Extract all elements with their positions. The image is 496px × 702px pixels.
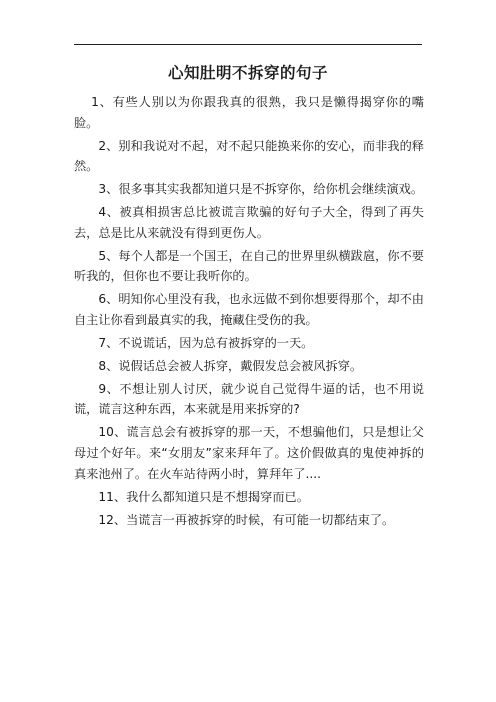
header-rule xyxy=(74,44,422,45)
paragraph-4: 4、被真相损害总比被谎言欺骗的好句子大全，得到了再失去，总是比从来就没有得到更伤人。 xyxy=(74,205,424,240)
paragraph-10: 10、谎言总会有被拆穿的那一天，不想骗他们，只是想让父母过个好年。来“女朋友”家来拜年了。这价假做真的鬼使神拆的真来池州了。在火车站待两小时，算拜年了.... xyxy=(74,425,424,481)
paragraph-8: 8、说假话总会被人拆穿，戴假发总会被风拆穿。 xyxy=(98,358,363,373)
paragraph-6: 6、明知你心里没有我，也永远做不到你想要得那个，却不由自主让你看到最真实的我，掩藏住受伤的我。 xyxy=(74,292,424,327)
paragraph-7: 7、不说谎话，因为总有被拆穿的一天。 xyxy=(98,335,314,350)
document-title: 心知肚明不拆穿的句子 xyxy=(167,64,328,82)
paragraph-3: 3、很多事其实我都知道只是不拆穿你，给你机会继续演戏。 xyxy=(98,182,424,197)
paragraph-2: 2、别和我说对不起，对不起只能换来你的安心，而非我的释然。 xyxy=(74,138,424,174)
paragraph-1: 1、有些人别以为你跟我真的很熟，我只是懒得揭穿你的嘴脸。 xyxy=(74,95,424,130)
paragraph-11: 11、我什么都知道只是不想揭穿而已。 xyxy=(98,489,309,504)
paragraph-5: 5、每个人都是一个国王，在自己的世界里纵横跋扈，你不要听我的，但你也不要让我听你的。 xyxy=(74,248,424,284)
paragraph-9: 9、不想让别人讨厌，就少说自己觉得牛逼的话，也不用说谎，谎言这种东西，本来就是用来拆穿的? xyxy=(74,381,424,417)
document-body xyxy=(74,92,424,533)
paragraph-12: 12、当谎言一再被拆穿的时候，有可能一切都结束了。 xyxy=(98,512,395,527)
